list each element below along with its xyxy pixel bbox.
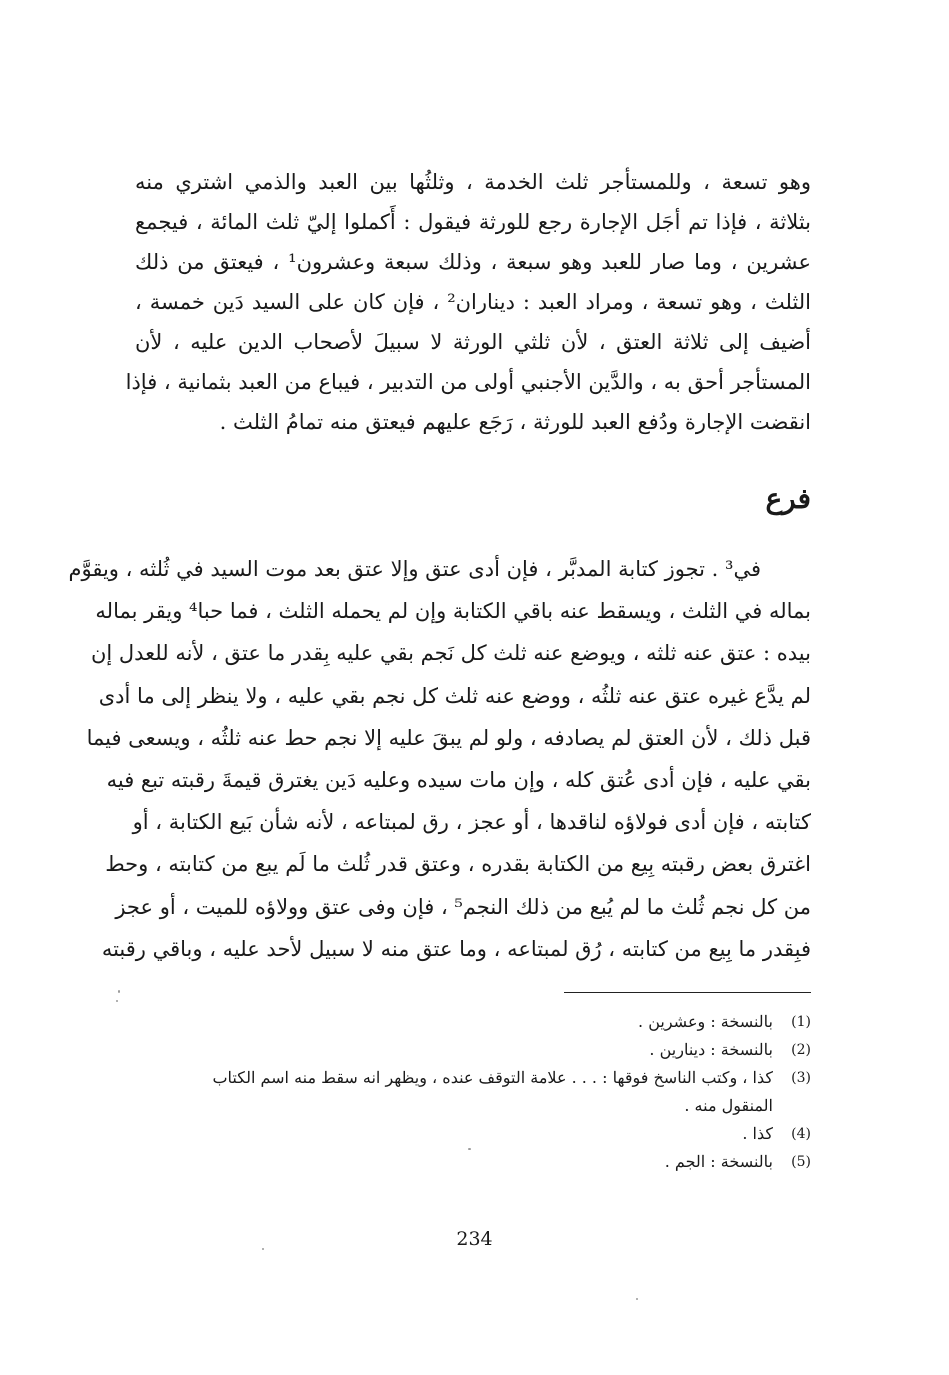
footnote xyxy=(135,1064,811,1120)
footnote xyxy=(135,1148,811,1176)
section-heading: فرع xyxy=(765,482,811,515)
text-line: الثلث ، وهو تسعة ، ومراد العبد : ديناران² ، فإن كان على السيد دَين خمسة ، xyxy=(135,290,811,314)
text-line: قبل ذلك ، لأن العتق لم يصادفه ، ولو لم يبقَ عليه إلا نجم حط عنه ثلثُه ، ويسعى فيما xyxy=(86,725,811,750)
text-line: المستأجر أحق به ، والدَّين الأجنبي أولى من التدبير ، فيباع من العبد بثمانية ، فإذا xyxy=(125,370,811,394)
scan-speck xyxy=(118,990,120,993)
scan-speck xyxy=(116,1000,118,1002)
footnote-number: (5) xyxy=(791,1154,811,1170)
scan-speck xyxy=(468,1148,471,1150)
scan-speck xyxy=(262,1248,264,1250)
text-line: عشرين ، وما صار للعبد وهو سبعة ، وذلك سبعة وعشرون¹ ، فيعتق من ذلك xyxy=(135,250,811,274)
paragraph-1 xyxy=(125,162,811,442)
text-line: لم يدَّع غيره عتق عنه ثلثُه ، ووضع عنه ثلث كل نجم بقي عليه ، ولا ينظر إلى ما أدى xyxy=(98,683,811,708)
text-line: من كل نجم ثُلث ما لم يُبع من ذلك النجم⁵ ، فإن وفى عتق وولاؤه للميت ، أو عجز xyxy=(115,894,811,919)
footnote-text: كذا . xyxy=(742,1124,773,1143)
footnote xyxy=(135,1008,811,1036)
footnote xyxy=(135,1036,811,1064)
footnote-number: (1) xyxy=(791,1014,811,1030)
text-line: كتابته ، فإن أدى فولاؤه لناقدها ، أو عجز ، رق لمبتاعه ، لأنه شأن بَيع الكتابة ، أو xyxy=(132,810,811,835)
text-line: بثلاثة ، فإذا تم أجَل الإجارة رجع للورثة فيقول : أَكملوا إليّ ثلث المائة ، فيجمع xyxy=(135,210,811,234)
footnote-text: بالنسخة : وعشرين . xyxy=(638,1012,773,1031)
text-line: في³ . تجوز كتابة المدبَّر ، فإن أدى عتق وإلا عتق بعد موت السيد في ثُلثه ، ويقوَّم xyxy=(68,557,761,581)
footnote-number: (4) xyxy=(791,1126,811,1142)
footnote-text-continuation: المنقول منه . xyxy=(684,1096,773,1115)
text-line: اغترق بعض رقبته بِيع من الكتابة بقدره ، وعتق قدر ثُلث ما لَم يبع من كتابته ، وحط xyxy=(105,852,811,877)
text-line: فبِقدر ما بِيع من كتابته ، رُق لمبتاعه ، وما عتق منه لا سبيل لأحد عليه ، وباقي رقبته xyxy=(101,936,811,961)
text-line: بماله في الثلث ، ويسقط عنه باقي الكتابة وإن لم يحمله الثلث ، فما حبا⁴ ويقر بماله xyxy=(95,599,811,624)
footnote-number: (2) xyxy=(791,1042,811,1058)
footnote-divider xyxy=(564,992,811,993)
text-line: انقضت الإجارة ودُفع العبد للورثة ، رَجَع عليهم فيعتق منه تمامُ الثلث . xyxy=(219,410,811,434)
footnote-text-block xyxy=(135,1064,773,1120)
page-number: 234 xyxy=(456,1228,493,1250)
text-line: وهو تسعة ، وللمستأجر ثلث الخدمة ، وثلثُها بين العبد والذمي اشتري منه xyxy=(135,170,811,194)
footnotes xyxy=(135,1008,811,1176)
text-line: بقي عليه ، فإن أدى عُتق كله ، وإن مات سيده وعليه دَين يغترق قيمةَ رقبته تبع فيه xyxy=(106,767,811,792)
text-line: أضيف إلى ثلاثة العتق ، لأن ثلثي الورثة لا سبيلَ لأصحاب الدين عليه ، لأن xyxy=(135,330,811,354)
footnote-text: بالنسخة : دينارين . xyxy=(649,1040,773,1059)
paragraph-2 xyxy=(68,548,811,970)
footnote-text: كذا ، وكتب الناسخ فوقها : . . . علامة التوقف عنده ، ويظهر انه سقط منه اسم الكتاب xyxy=(212,1068,773,1087)
footnote xyxy=(135,1120,811,1148)
scan-speck xyxy=(636,1298,638,1300)
footnote-text: بالنسخة : الجم . xyxy=(664,1152,773,1171)
text-line: بيده : عتق عنه ثلثه ، ويوضع عنه ثلث كل نَجم بقي عليه بِقدر ما عتق ، لأنه للعدل إن xyxy=(90,641,811,666)
footnote-number: (3) xyxy=(791,1070,811,1086)
